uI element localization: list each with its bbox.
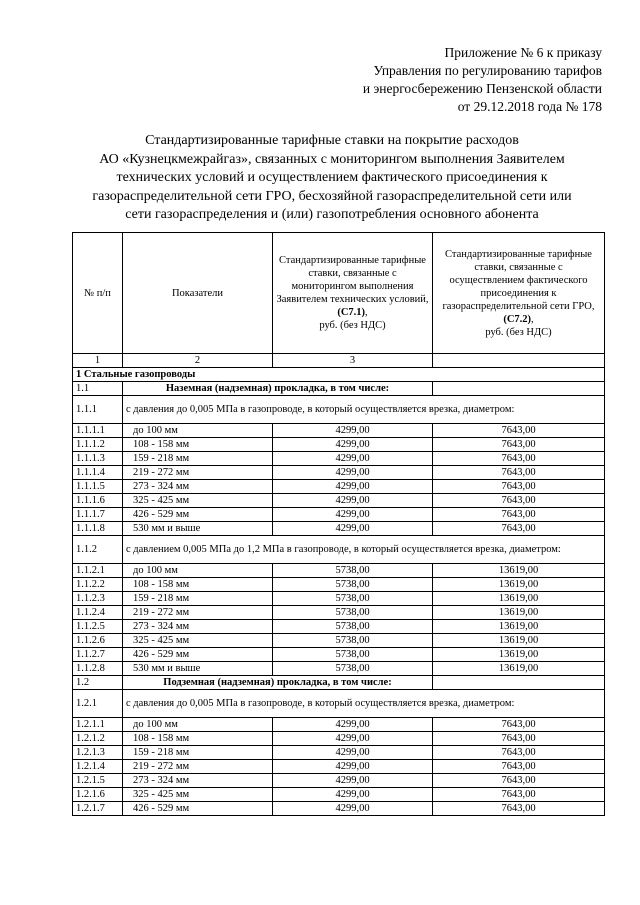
c72-value: 13619,00 xyxy=(433,648,605,662)
c71-code: (С7.1) xyxy=(337,307,366,318)
row-number: 1.2 xyxy=(73,676,123,690)
row-number: 1.2.1.7 xyxy=(73,802,123,816)
c71-value: 4299,00 xyxy=(273,718,433,732)
c71-value: 5738,00 xyxy=(273,564,433,578)
row-number: 1.1.2 xyxy=(73,536,123,564)
column-numbers-row xyxy=(73,354,605,368)
c72-value: 13619,00 xyxy=(433,634,605,648)
c71-value: 4299,00 xyxy=(273,746,433,760)
row-number: 1.1.1.2 xyxy=(73,438,123,452)
title-line: АО «Кузнецкмежрайгаз», связанных с мониторингом выполнения Заявителем xyxy=(99,151,565,167)
diameter-cell: до 100 мм xyxy=(123,564,273,578)
title-line: технических условий и осуществлением фактического присоединения к xyxy=(116,170,548,185)
c72-value: 7643,00 xyxy=(433,480,605,494)
row-number: 1.1.2.8 xyxy=(73,662,123,676)
diameter-cell: 426 - 529 мм xyxy=(123,508,273,522)
diameter-cell: 219 - 272 мм xyxy=(123,606,273,620)
table-row xyxy=(73,648,605,662)
c71-value: 5738,00 xyxy=(273,620,433,634)
row-number: 1.1.1.6 xyxy=(73,494,123,508)
c72-value: 13619,00 xyxy=(433,662,605,676)
c71-value: 5738,00 xyxy=(273,662,433,676)
c72-value: 7643,00 xyxy=(433,452,605,466)
diameter-cell: 108 - 158 мм xyxy=(123,438,273,452)
column-number: 1 xyxy=(73,354,123,368)
diameter-cell: до 100 мм xyxy=(123,424,273,438)
diameter-cell: 219 - 272 мм xyxy=(123,760,273,774)
group-row xyxy=(73,536,605,564)
c72-value: 13619,00 xyxy=(433,592,605,606)
row-number: 1.1 xyxy=(73,382,123,396)
table-row xyxy=(73,606,605,620)
diameter-cell: 108 - 158 мм xyxy=(123,578,273,592)
document-header xyxy=(363,44,602,116)
diameter-cell: 159 - 218 мм xyxy=(123,452,273,466)
c71-value: 4299,00 xyxy=(273,732,433,746)
row-number: 1.1.1.5 xyxy=(73,480,123,494)
row-number: 1.1.2.6 xyxy=(73,634,123,648)
row-number: 1.1.1.8 xyxy=(73,522,123,536)
c72-value: 7643,00 xyxy=(433,788,605,802)
empty-cell xyxy=(433,676,605,690)
table-row xyxy=(73,802,605,816)
document-title xyxy=(60,132,604,225)
subsection-row xyxy=(73,382,605,396)
table-row xyxy=(73,564,605,578)
row-number: 1.1.2.7 xyxy=(73,648,123,662)
title-line: Стандартизированные тарифные ставки на покрытие расходов xyxy=(145,133,519,148)
c71-value: 4299,00 xyxy=(273,802,433,816)
table-row xyxy=(73,788,605,802)
c72-value: 7643,00 xyxy=(433,466,605,480)
header-line: от 29.12.2018 года № 178 xyxy=(457,99,602,114)
table-header-row xyxy=(73,233,605,354)
row-number: 1.1.2.4 xyxy=(73,606,123,620)
c71-unit: руб. (без НДС) xyxy=(319,320,386,331)
subsection-title: Наземная (надземная) прокладка, в том числе: xyxy=(123,382,433,396)
diameter-cell: 219 - 272 мм xyxy=(123,466,273,480)
column-number: 3 xyxy=(273,354,433,368)
c71-value: 4299,00 xyxy=(273,466,433,480)
diameter-cell: до 100 мм xyxy=(123,718,273,732)
c72-value: 13619,00 xyxy=(433,564,605,578)
diameter-cell: 273 - 324 мм xyxy=(123,620,273,634)
diameter-cell: 530 мм и выше xyxy=(123,662,273,676)
diameter-cell: 325 - 425 мм xyxy=(123,788,273,802)
c72-text: Стандартизированные тарифные ставки, связанные с осуществлением фактического присоединения к газораспределительной сети ГРО, xyxy=(442,248,595,312)
subsection-title: Подземная (надземная) прокладка, в том числе: xyxy=(123,676,433,690)
c71-value: 4299,00 xyxy=(273,774,433,788)
diameter-cell: 108 - 158 мм xyxy=(123,732,273,746)
c71-value: 4299,00 xyxy=(273,438,433,452)
table-row xyxy=(73,466,605,480)
title-line: сети газораспределения и (или) газопотребления основного абонента xyxy=(125,207,539,222)
c71-value: 4299,00 xyxy=(273,480,433,494)
row-number: 1.1.1.1 xyxy=(73,424,123,438)
c72-value: 7643,00 xyxy=(433,732,605,746)
column-header-indicators: Показатели xyxy=(123,233,273,354)
table-row xyxy=(73,578,605,592)
row-number: 1.2.1.2 xyxy=(73,732,123,746)
table-row xyxy=(73,620,605,634)
c71-value: 5738,00 xyxy=(273,634,433,648)
column-header-number: № п/п xyxy=(73,233,123,354)
c71-value: 4299,00 xyxy=(273,494,433,508)
table-row xyxy=(73,746,605,760)
table-row xyxy=(73,760,605,774)
group-title: с давления до 0,005 МПа в газопроводе, в который осуществляется врезка, диаметром: xyxy=(123,396,605,424)
row-number: 1.1.1.7 xyxy=(73,508,123,522)
row-number: 1.2.1 xyxy=(73,690,123,718)
row-number: 1.1.2.1 xyxy=(73,564,123,578)
row-number: 1.1.1.3 xyxy=(73,452,123,466)
c71-value: 5738,00 xyxy=(273,648,433,662)
row-number: 1.2.1.5 xyxy=(73,774,123,788)
c71-value: 5738,00 xyxy=(273,592,433,606)
c71-value: 4299,00 xyxy=(273,452,433,466)
c71-value: 5738,00 xyxy=(273,578,433,592)
row-number: 1.1.2.3 xyxy=(73,592,123,606)
group-row xyxy=(73,690,605,718)
table-row xyxy=(73,438,605,452)
row-number: 1.2.1.3 xyxy=(73,746,123,760)
c72-unit: руб. (без НДС) xyxy=(485,326,552,338)
table-row xyxy=(73,718,605,732)
c71-value: 4299,00 xyxy=(273,522,433,536)
table-row xyxy=(73,634,605,648)
subsection-row xyxy=(73,676,605,690)
header-line: Приложение № 6 к приказу xyxy=(444,45,602,60)
diameter-cell: 426 - 529 мм xyxy=(123,802,273,816)
section-title: 1 Стальные газопроводы xyxy=(73,368,605,382)
c71-value: 4299,00 xyxy=(273,508,433,522)
c72-value: 13619,00 xyxy=(433,620,605,634)
row-number: 1.2.1.1 xyxy=(73,718,123,732)
column-header-c71: Стандартизированные тарифные ставки, связанные с мониторингом выполнения Заявителем технических условий, (С7.1), руб. (без НДС) xyxy=(273,233,433,354)
table-row xyxy=(73,732,605,746)
c72-value: 13619,00 xyxy=(433,578,605,592)
c72-value: 7643,00 xyxy=(433,522,605,536)
c71-value: 4299,00 xyxy=(273,788,433,802)
column-number xyxy=(433,354,605,368)
c72-value: 7643,00 xyxy=(433,760,605,774)
row-number: 1.1.1.4 xyxy=(73,466,123,480)
c72-code: (С7.2) xyxy=(503,313,532,325)
table-row xyxy=(73,480,605,494)
c72-value: 7643,00 xyxy=(433,774,605,788)
group-row xyxy=(73,396,605,424)
table-row xyxy=(73,592,605,606)
section-row xyxy=(73,368,605,382)
table-row xyxy=(73,774,605,788)
c72-value: 13619,00 xyxy=(433,606,605,620)
group-title: с давления до 0,005 МПа в газопроводе, в который осуществляется врезка, диаметром: xyxy=(123,690,605,718)
c72-value: 7643,00 xyxy=(433,746,605,760)
empty-cell xyxy=(433,382,605,396)
table-row xyxy=(73,508,605,522)
c72-value: 7643,00 xyxy=(433,438,605,452)
c71-value: 4299,00 xyxy=(273,760,433,774)
diameter-cell: 273 - 324 мм xyxy=(123,774,273,788)
group-title: с давлением 0,005 МПа до 1,2 МПа в газопроводе, в который осуществляется врезка, диаметром: xyxy=(123,536,605,564)
table-row xyxy=(73,494,605,508)
row-number: 1.1.2.5 xyxy=(73,620,123,634)
diameter-cell: 159 - 218 мм xyxy=(123,746,273,760)
row-number: 1.1.1 xyxy=(73,396,123,424)
table-row xyxy=(73,522,605,536)
c72-value: 7643,00 xyxy=(433,508,605,522)
c72-value: 7643,00 xyxy=(433,424,605,438)
diameter-cell: 530 мм и выше xyxy=(123,522,273,536)
c71-text: Стандартизированные тарифные ставки, связанные с мониторингом выполнения Заявителем технических условий, xyxy=(276,255,429,305)
title-line: газораспределительной сети ГРО, бесхозяйной газораспределительной сети или xyxy=(92,188,572,204)
diameter-cell: 426 - 529 мм xyxy=(123,648,273,662)
diameter-cell: 325 - 425 мм xyxy=(123,494,273,508)
row-number: 1.2.1.4 xyxy=(73,760,123,774)
header-line: Управления по регулированию тарифов xyxy=(373,63,602,78)
diameter-cell: 325 - 425 мм xyxy=(123,634,273,648)
table-row xyxy=(73,662,605,676)
diameter-cell: 159 - 218 мм xyxy=(123,592,273,606)
row-number: 1.1.2.2 xyxy=(73,578,123,592)
c72-value: 7643,00 xyxy=(433,494,605,508)
table-row xyxy=(73,452,605,466)
c71-value: 5738,00 xyxy=(273,606,433,620)
c72-value: 7643,00 xyxy=(433,802,605,816)
column-number: 2 xyxy=(123,354,273,368)
column-header-c72: Стандартизированные тарифные ставки, связанные с осуществлением фактического присоединения к газораспределительной сети ГРО, (С7.2), руб. (без НДС) xyxy=(433,233,605,354)
tariff-table xyxy=(72,232,605,816)
diameter-cell: 273 - 324 мм xyxy=(123,480,273,494)
c71-value: 4299,00 xyxy=(273,424,433,438)
table-row xyxy=(73,424,605,438)
row-number: 1.2.1.6 xyxy=(73,788,123,802)
c72-value: 7643,00 xyxy=(433,718,605,732)
header-line: и энергосбережению Пензенской области xyxy=(362,81,602,96)
